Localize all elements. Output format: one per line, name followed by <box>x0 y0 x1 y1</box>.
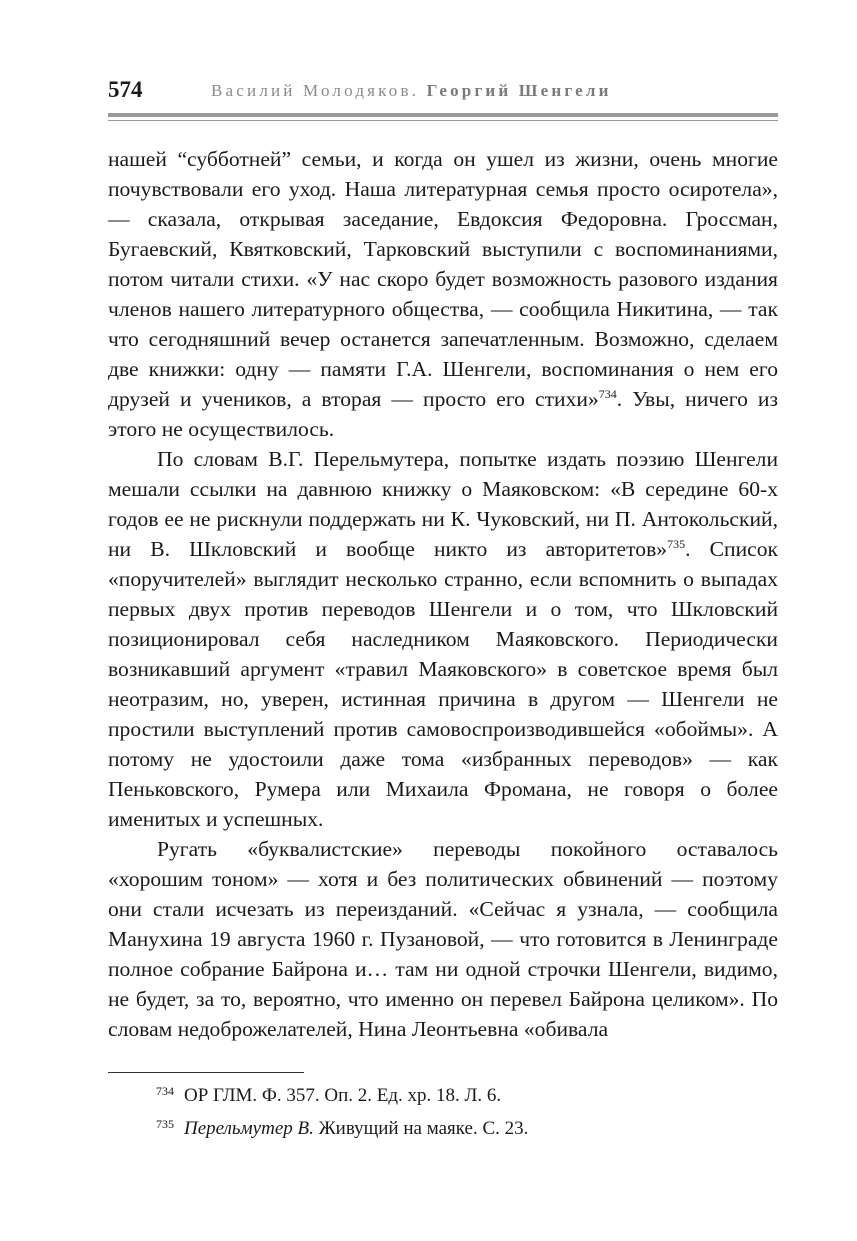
header-rule-thick <box>108 113 778 117</box>
footnote-text: ОР ГЛМ. Ф. 357. Оп. 2. Ед. хр. 18. Л. 6. <box>184 1085 502 1106</box>
footnote-number: 735 <box>156 1117 174 1131</box>
body-text <box>108 144 778 1044</box>
paragraph-1-text: нашей “субботней” семьи, и когда он ушел из жизни, очень многие почувствовали его уход. Наша литературная семья просто осиротела», — сказала, открывая заседание, Евдоксия Федоровна. Гроссман, Бугаевский, Квятковский, Тарковский выступили с воспоминаниями, потом читали стихи. «У нас скоро будет возможность разового издания членов нашего литературного общества, — сообщила Никитина, — так что сегодняшний вечер останется запечатленным. Возможно, сделаем две книжки: одну — памяти Г.А. Шенгели, воспоминания о нем его друзей и учеников, а вторая — просто его стихи» <box>108 147 778 411</box>
header-rule-thin <box>108 120 778 121</box>
footnotes <box>108 1077 778 1143</box>
running-title-author: Василий Молодяков. <box>211 81 420 100</box>
running-title-book: Георгий Шенгели <box>426 81 612 100</box>
footnote-author: Перельмутер В. <box>184 1118 314 1139</box>
paragraph-2 <box>108 444 778 834</box>
page-number: 574 <box>108 77 143 102</box>
footnote-734 <box>108 1077 778 1110</box>
footnote-number: 734 <box>156 1084 174 1098</box>
paragraph-2-text-end: . Список «поручителей» выглядит несколько странно, если вспомнить о выпадах первых двух против переводов Шенгели и о том, что Шкловский позиционировал себя наследником Маяковского. Периодически возникавший аргумент «травил Маяковского» в советское время был неотразим, но, уверен, истинная причина в другом — Шенгели не простили выступлений против самовоспроизводившейся «обоймы». А потому не удостоили даже тома «избранных переводов» — как Пеньковского, Румера или Михаила Фромана, не говоря о более именитых и успешных. <box>108 537 778 831</box>
paragraph-3: Ругать «буквалистские» переводы покойного оставалось «хорошим тоном» — хотя и без политических обвинений — поэтому они стали исчезать из переизданий. «Сейчас я узнала, — сообщила Манухина 19 августа 1960 г. Пузановой, — что готовится в Ленинграде полное собрание Байрона и… там ни одной строчки Шенгели, видимо, не будет, за то, вероятно, что именно он перевел Байрона целиком». По словам недоброжелателей, Нина Леонтьевна «обивала <box>108 837 778 1041</box>
running-header <box>108 76 778 104</box>
paragraph-1 <box>108 144 778 444</box>
footnote-735 <box>108 1110 778 1143</box>
paragraph-1-text-end: . Увы, ничего из этого не осуществилось. <box>108 387 778 441</box>
running-title <box>211 78 612 104</box>
footnote-separator <box>108 1072 304 1073</box>
footnote-ref-735: 735 <box>667 536 686 551</box>
footnote-text: Живущий на маяке. С. 23. <box>318 1118 529 1139</box>
paragraph-2-text: По словам В.Г. Перельмутера, попытке издать поэзию Шенгели мешали ссылки на давнюю книжку о Маяковском: «В середине 60-х годов ее не рискнули поддержать ни К. Чуковский, ни П. Антокольский, ни В. Шкловский и вообще никто из авторитетов» <box>108 447 778 561</box>
footnote-ref-734: 734 <box>598 386 617 401</box>
